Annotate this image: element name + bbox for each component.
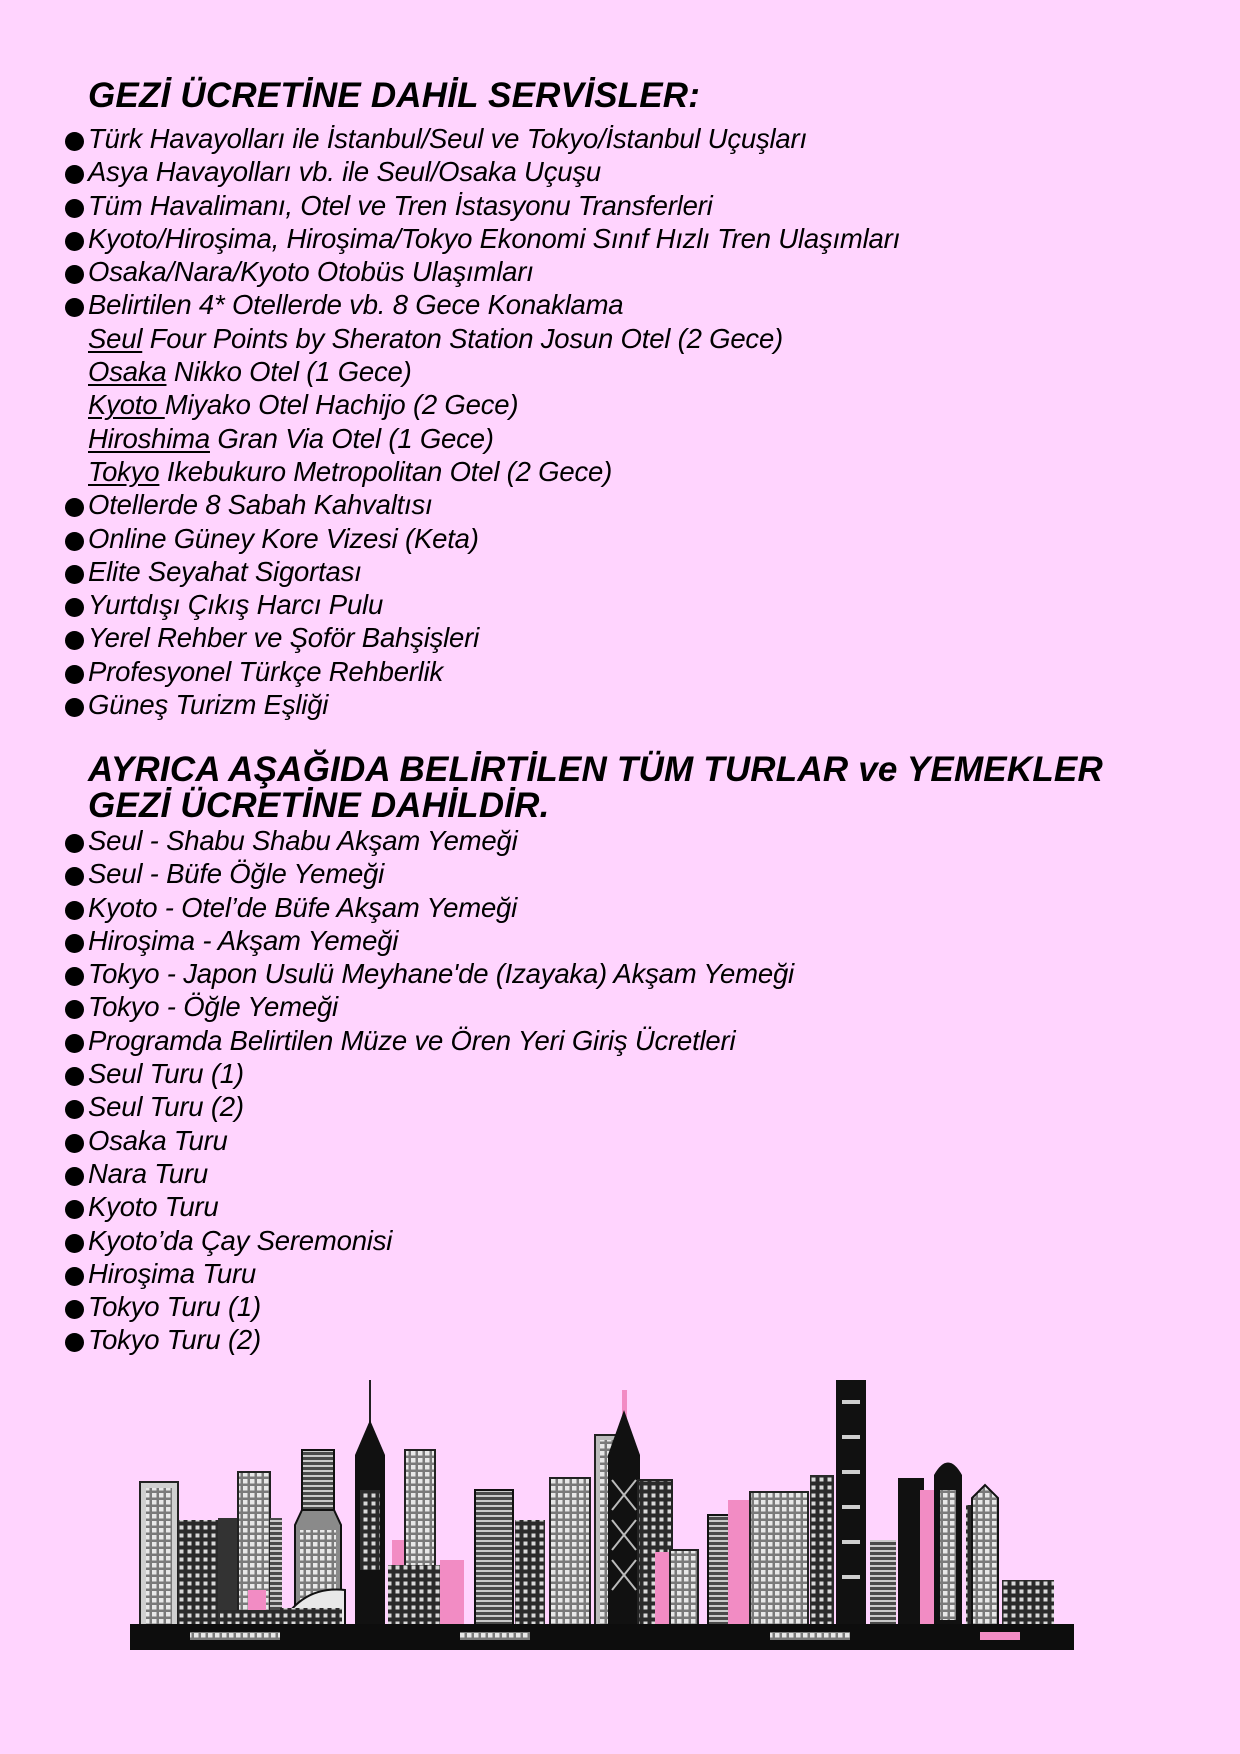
hotel-city: Seul bbox=[88, 322, 143, 354]
list-item: Elite Seyahat Sigortası bbox=[0, 555, 900, 588]
hotel-city: Osaka bbox=[88, 356, 167, 388]
hotel-line bbox=[0, 455, 900, 488]
section-title-tours-meals bbox=[88, 752, 1103, 824]
hotel-detail: Miyako Otel Hachijo (2 Gece) bbox=[164, 389, 519, 421]
list-item: Kyoto - Otel’de Büfe Akşam Yemeği bbox=[0, 891, 794, 924]
hotel-city: Tokyo bbox=[88, 455, 160, 487]
hotel-line bbox=[0, 355, 900, 388]
included-services-list bbox=[0, 122, 900, 721]
list-item: Güneş Turizm Eşliği bbox=[0, 688, 900, 721]
hotel-detail: Nikko Otel (1 Gece) bbox=[166, 356, 412, 388]
section-title-line-1: AYRICA AŞAĞIDA BELİRTİLEN TÜM TURLAR ve YEMEKLER bbox=[88, 750, 1103, 789]
list-item: Seul Turu (2) bbox=[0, 1090, 794, 1123]
list-item: Programda Belirtilen Müze ve Ören Yeri Giriş Ücretleri bbox=[0, 1024, 794, 1057]
list-item: Asya Havayolları vb. ile Seul/Osaka Uçuşu bbox=[0, 155, 900, 188]
list-item: Seul - Büfe Öğle Yemeği bbox=[0, 857, 794, 890]
hotel-detail: Gran Via Otel (1 Gece) bbox=[209, 422, 494, 454]
list-item: Hiroşima Turu bbox=[0, 1257, 794, 1290]
hotel-detail: Ikebukuro Metropolitan Otel (2 Gece) bbox=[159, 455, 613, 487]
list-item: Kyoto Turu bbox=[0, 1190, 794, 1223]
list-item: Belirtilen 4* Otellerde vb. 8 Gece Konaklama bbox=[0, 288, 900, 321]
section-title-line-2: GEZİ ÜCRETİNE DAHİLDİR. bbox=[88, 786, 550, 825]
list-item: Otellerde 8 Sabah Kahvaltısı bbox=[0, 488, 900, 521]
city-skyline-illustration bbox=[130, 1380, 1074, 1650]
list-item: Hiroşima - Akşam Yemeği bbox=[0, 924, 794, 957]
list-item: Kyoto’da Çay Seremonisi bbox=[0, 1224, 794, 1257]
list-item: Profesyonel Türkçe Rehberlik bbox=[0, 655, 900, 688]
list-item: Tokyo - Öğle Yemeği bbox=[0, 990, 794, 1023]
list-item: Yerel Rehber ve Şoför Bahşişleri bbox=[0, 621, 900, 654]
list-item: Seul Turu (1) bbox=[0, 1057, 794, 1090]
list-item: Seul - Shabu Shabu Akşam Yemeği bbox=[0, 824, 794, 857]
list-item: Osaka Turu bbox=[0, 1124, 794, 1157]
hotel-line bbox=[0, 388, 900, 421]
section-title-included-services: GEZİ ÜCRETİNE DAHİL SERVİSLER: bbox=[88, 76, 701, 115]
hotel-city: Kyoto bbox=[88, 389, 165, 421]
list-item: Osaka/Nara/Kyoto Otobüs Ulaşımları bbox=[0, 255, 900, 288]
hotel-line bbox=[0, 322, 900, 355]
list-item: Tokyo Turu (1) bbox=[0, 1290, 794, 1323]
list-item: Türk Havayolları ile İstanbul/Seul ve Tokyo/İstanbul Uçuşları bbox=[0, 122, 900, 155]
tours-meals-list bbox=[0, 824, 794, 1357]
list-item: Yurtdışı Çıkış Harcı Pulu bbox=[0, 588, 900, 621]
hotel-line bbox=[0, 422, 900, 455]
list-item: Kyoto/Hiroşima, Hiroşima/Tokyo Ekonomi Sınıf Hızlı Tren Ulaşımları bbox=[0, 222, 900, 255]
list-item: Tokyo Turu (2) bbox=[0, 1323, 794, 1356]
list-item: Tokyo - Japon Usulü Meyhane'de (Izayaka) Akşam Yemeği bbox=[0, 957, 794, 990]
hotel-city: Hiroshima bbox=[88, 422, 210, 454]
list-item: Online Güney Kore Vizesi (Keta) bbox=[0, 522, 900, 555]
list-item: Tüm Havalimanı, Otel ve Tren İstasyonu Transferleri bbox=[0, 189, 900, 222]
hotel-detail: Four Points by Sheraton Station Josun Otel (2 Gece) bbox=[142, 322, 784, 354]
list-item: Nara Turu bbox=[0, 1157, 794, 1190]
